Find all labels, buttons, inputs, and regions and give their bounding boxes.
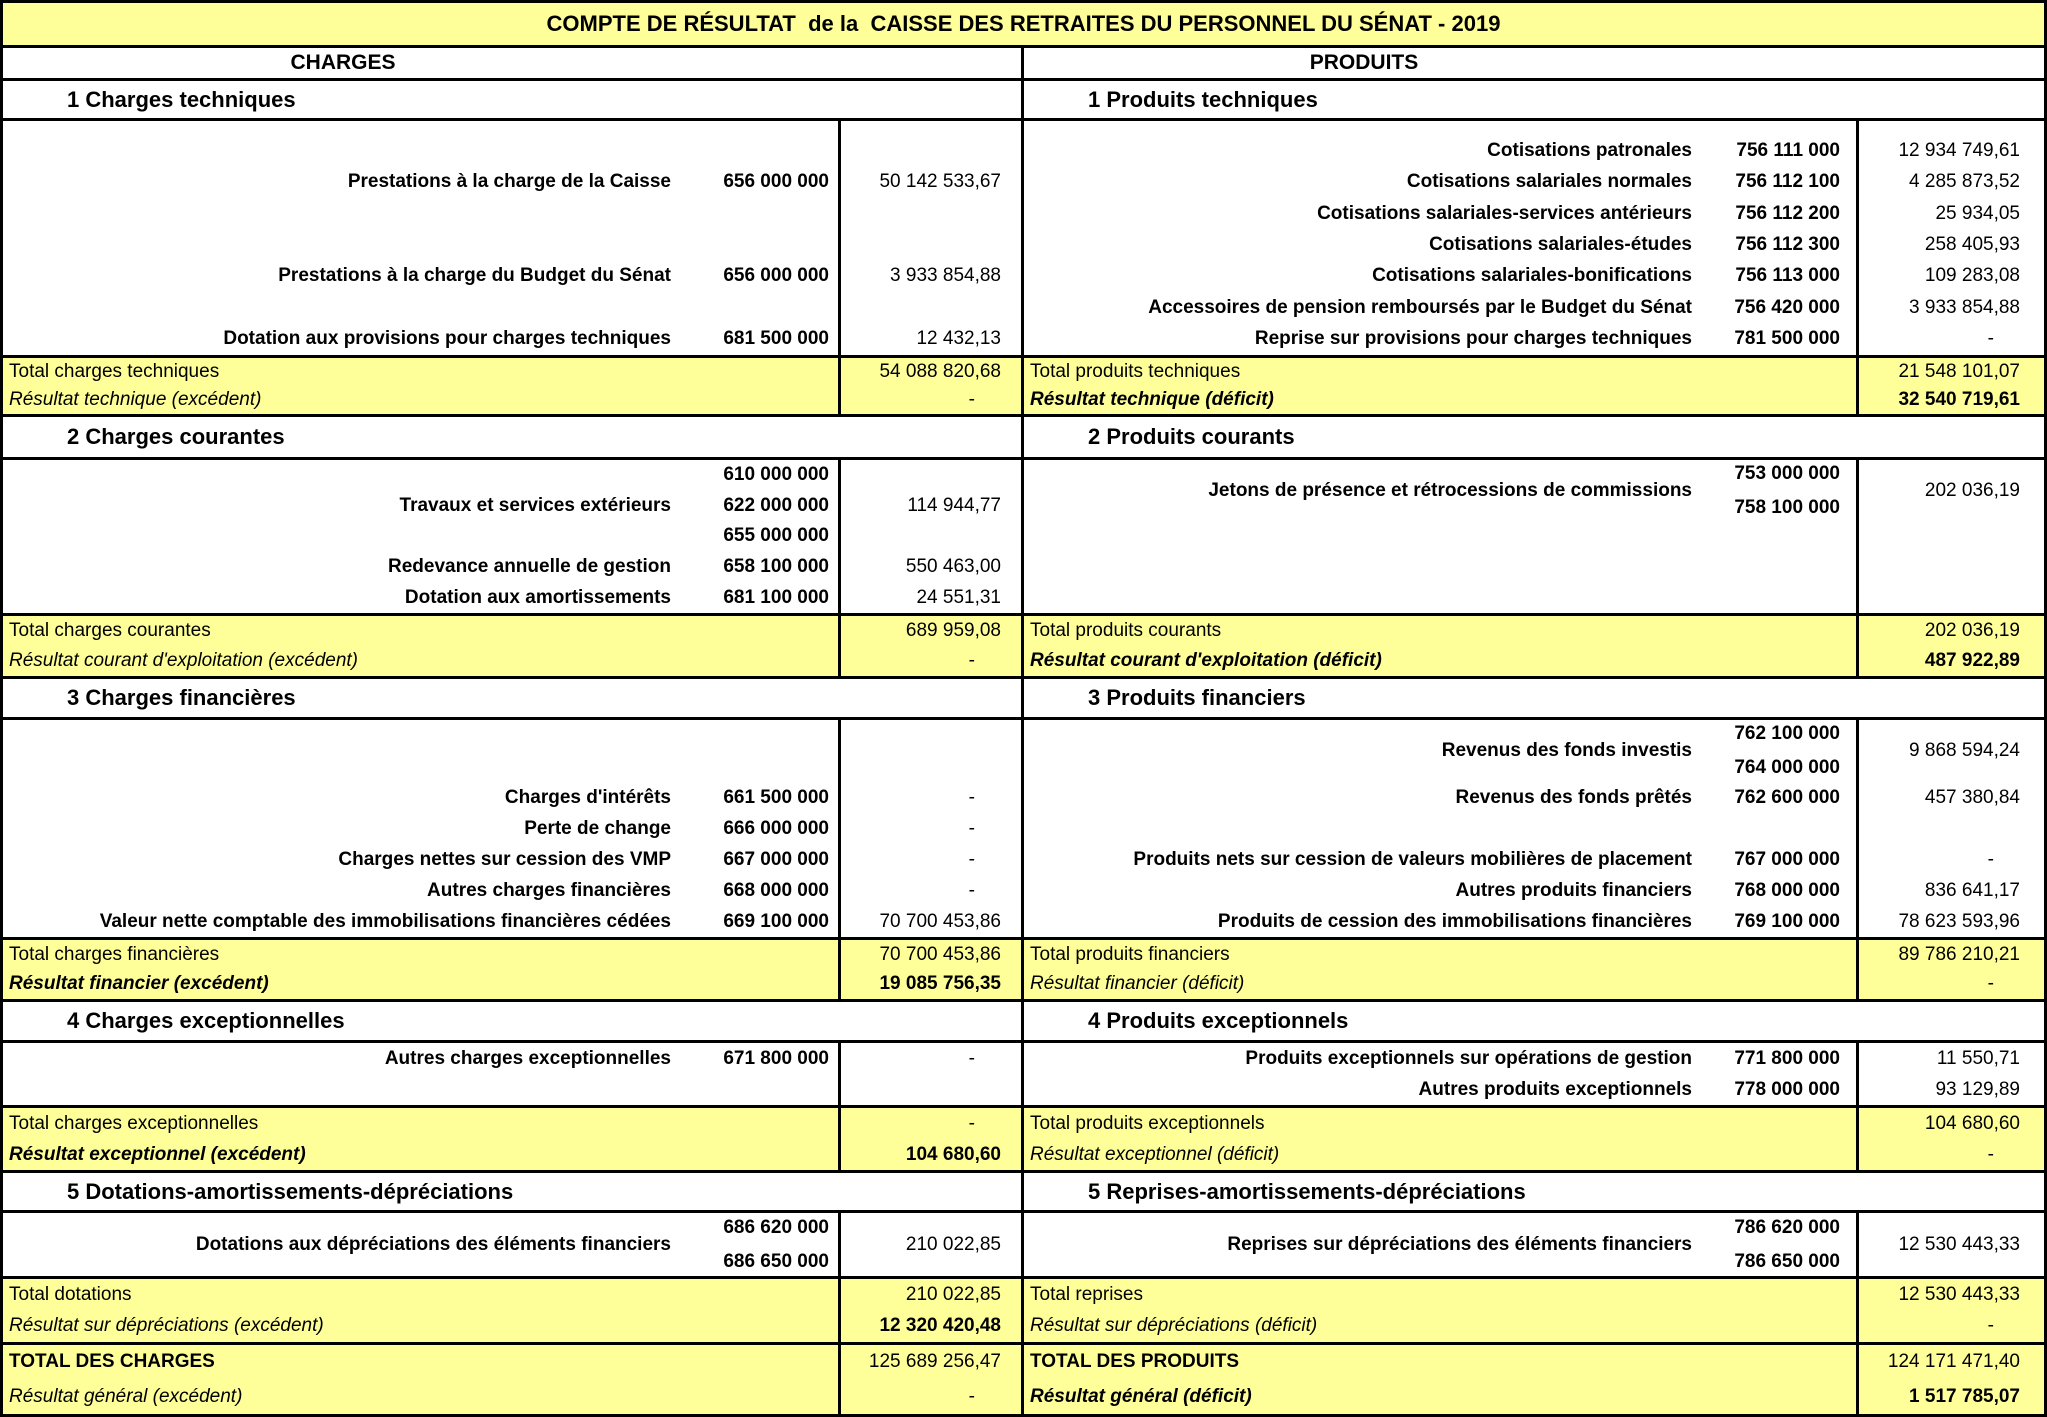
table-row <box>3 720 1021 751</box>
account-code: 610 000 000 <box>723 464 829 486</box>
amount: - <box>968 650 975 671</box>
section-5-charges-header: 5 Dotations-amortissements-dépréciations <box>3 1173 1021 1213</box>
row-label: Cotisations salariales-services antérieurs <box>1317 202 1692 224</box>
table-row <box>3 261 1021 292</box>
table-row <box>1024 135 2044 166</box>
row-label: Cotisations salariales normales <box>1406 171 1692 193</box>
table-row <box>3 292 1021 323</box>
amount: 210 022,85 <box>905 1283 1001 1305</box>
table-row <box>3 198 1021 229</box>
total-row: Total produits courants 202 036,19 <box>1024 616 2044 646</box>
section-4-charges-header: 4 Charges exceptionnelles <box>3 1002 1021 1043</box>
charges-column <box>3 48 1021 1414</box>
section-3-charges-totals <box>3 940 1021 1002</box>
amount: 25 934,05 <box>1935 202 2020 224</box>
charges-caption: CHARGES <box>290 51 396 74</box>
result-row: Résultat exceptionnel (excédent) 104 680,60 <box>3 1139 1021 1170</box>
amount: 1 517 785,07 <box>1909 1385 2020 1407</box>
amount: 70 700 453,86 <box>879 910 1001 932</box>
result-row: Résultat exceptionnel (déficit) - <box>1024 1139 2044 1170</box>
total-row: Total produits financiers 89 786 210,21 <box>1024 940 2044 970</box>
amount: 50 142 533,67 <box>879 171 1001 193</box>
table-row <box>3 813 1021 844</box>
grand-total-produits <box>1024 1345 2044 1414</box>
amount: - <box>1987 848 1994 870</box>
result-row: Résultat courant d'exploitation (excédent) - <box>3 646 1021 676</box>
section-2-charges-totals <box>3 616 1021 679</box>
account-code: 655 000 000 <box>723 525 829 547</box>
table-row <box>3 1074 1021 1105</box>
account-code: 681 100 000 <box>723 586 829 608</box>
amount: 19 085 756,35 <box>879 973 1001 995</box>
amount: - <box>1987 328 1994 350</box>
total-row: Total charges financières 70 700 453,86 <box>3 940 1021 970</box>
row-label: Revenus des fonds investis <box>1441 740 1692 761</box>
table-row <box>3 582 1021 613</box>
amount: 78 623 593,96 <box>1898 910 2020 932</box>
account-code: 671 800 000 <box>723 1047 829 1069</box>
section-2-produits-detail <box>1024 460 2044 616</box>
amount: 202 036,19 <box>1924 620 2020 641</box>
account-codes: 762 100 000 764 000 000 <box>1734 723 1840 778</box>
table-row <box>3 521 1021 552</box>
amount: - <box>968 389 975 410</box>
account-code: 756 111 000 <box>1736 139 1840 161</box>
amount: 9 868 594,24 <box>1909 740 2020 761</box>
amount: - <box>1987 1143 1994 1165</box>
amount: 4 285 873,52 <box>1909 171 2020 193</box>
table-row-double <box>3 1213 1021 1276</box>
section-4-produits-totals <box>1024 1108 2044 1173</box>
table-row <box>1024 1043 2044 1074</box>
account-code: 656 000 000 <box>723 265 829 287</box>
table-row <box>3 1043 1021 1074</box>
amount: - <box>968 1047 975 1069</box>
account-code: 656 000 000 <box>723 171 829 193</box>
row-label: Produits de cession des immobilisations financières <box>1217 910 1692 932</box>
row-label: Redevance annuelle de gestion <box>388 556 671 578</box>
amount: 114 944,77 <box>907 494 1001 516</box>
section-1-produits-totals <box>1024 358 2044 417</box>
amount: 836 641,17 <box>1924 879 2020 901</box>
table-row-double <box>1024 1213 2044 1276</box>
row-label: Produits nets sur cession de valeurs mobilières de placement <box>1133 848 1692 870</box>
section-4-charges-detail <box>3 1043 1021 1108</box>
result-row: Résultat sur dépréciations (excédent) 12 320 420,48 <box>3 1311 1021 1343</box>
amount: 21 548 101,07 <box>1898 361 2020 382</box>
section-1-charges-header: 1 Charges techniques <box>3 81 1021 121</box>
account-codes: 786 620 000 786 650 000 <box>1734 1216 1840 1272</box>
account-code: 658 100 000 <box>723 556 829 578</box>
section-2-produits-header: 2 Produits courants <box>1024 417 2044 460</box>
table-row <box>1024 261 2044 292</box>
row-label: Autres produits financiers <box>1455 879 1692 901</box>
amount: 104 680,60 <box>905 1143 1001 1165</box>
total-row: Total produits techniques 21 548 101,07 <box>1024 358 2044 386</box>
row-label: Reprise sur provisions pour charges techniques <box>1254 328 1692 350</box>
section-1-charges-totals <box>3 358 1021 417</box>
account-codes: 753 000 000 758 100 000 <box>1734 462 1840 518</box>
result-row: Résultat courant d'exploitation (déficit) 487 922,89 <box>1024 646 2044 676</box>
amount: - <box>1987 1315 1994 1337</box>
amount: 89 786 210,21 <box>1898 943 2020 965</box>
account-code: 756 112 300 <box>1735 233 1840 255</box>
account-code: 781 500 000 <box>1734 328 1840 350</box>
table-row <box>1024 166 2044 197</box>
row-label: Accessoires de pension remboursés par le Budget du Sénat <box>1148 296 1692 318</box>
amount: 54 088 820,68 <box>879 361 1001 382</box>
amount: 12 934 749,61 <box>1898 139 2020 161</box>
section-5-charges-totals <box>3 1279 1021 1345</box>
grand-total-row: TOTAL DES CHARGES 125 689 256,47 <box>3 1345 1021 1380</box>
amount: 3 933 854,88 <box>1909 296 2020 318</box>
row-label: Cotisations patronales <box>1487 139 1692 161</box>
amount: - <box>968 879 975 901</box>
result-row: Résultat sur dépréciations (déficit) - <box>1024 1311 2044 1343</box>
amount: - <box>968 1112 975 1134</box>
amount: 32 540 719,61 <box>1898 389 2020 410</box>
row-label: Dotation aux amortissements <box>404 586 671 608</box>
amount: 12 530 443,33 <box>1898 1233 2020 1255</box>
table-row <box>3 906 1021 937</box>
result-row: Résultat financier (excédent) 19 085 756,35 <box>3 970 1021 1000</box>
amount: 24 551,31 <box>916 586 1001 608</box>
table-row <box>1024 582 2044 613</box>
amount: 457 380,84 <box>1924 786 2020 808</box>
amount: 487 922,89 <box>1924 650 2020 671</box>
section-5-produits-header: 5 Reprises-amortissements-dépréciations <box>1024 1173 2044 1213</box>
amount: 12 320 420,48 <box>879 1315 1001 1337</box>
section-2-charges-header: 2 Charges courantes <box>3 417 1021 460</box>
row-label: Valeur nette comptable des immobilisations financières cédées <box>99 910 671 932</box>
amount: 550 463,00 <box>905 556 1001 578</box>
table-row <box>1024 875 2044 906</box>
table-row <box>3 552 1021 583</box>
table-row <box>1024 782 2044 813</box>
table-row <box>1024 324 2044 355</box>
amount: 93 129,89 <box>1935 1078 2020 1100</box>
account-code: 756 113 000 <box>1735 265 1840 287</box>
total-row: Total charges courantes 689 959,08 <box>3 616 1021 646</box>
section-1-charges-detail <box>3 121 1021 358</box>
table-row <box>3 324 1021 355</box>
grand-result-row: Résultat général (déficit) 1 517 785,07 <box>1024 1380 2044 1415</box>
row-label: Travaux et services extérieurs <box>399 494 671 516</box>
account-code: 756 112 100 <box>1735 171 1840 193</box>
row-label: Autres charges exceptionnelles <box>384 1047 671 1069</box>
account-code: 661 500 000 <box>723 786 829 808</box>
row-label: Produits exceptionnels sur opérations de gestion <box>1245 1047 1692 1069</box>
amount: 124 171 471,40 <box>1887 1351 2020 1373</box>
amount: 12 530 443,33 <box>1898 1283 2020 1305</box>
section-5-charges-detail <box>3 1213 1021 1279</box>
account-codes: 686 620 000 686 650 000 <box>723 1216 829 1272</box>
table-row <box>3 751 1021 782</box>
row-label: Autres charges financières <box>427 879 671 901</box>
section-2-produits-totals <box>1024 616 2044 679</box>
section-3-produits-detail <box>1024 720 2044 940</box>
account-code: 667 000 000 <box>723 848 829 870</box>
row-label: Jetons de présence et rétrocessions de commissions <box>1208 479 1692 501</box>
section-5-produits-totals <box>1024 1279 2044 1345</box>
amount: 109 283,08 <box>1924 265 2020 287</box>
table-row <box>3 166 1021 197</box>
table-row <box>3 844 1021 875</box>
total-row: Total reprises 12 530 443,33 <box>1024 1279 2044 1311</box>
total-row: Total produits exceptionnels 104 680,60 <box>1024 1108 2044 1139</box>
two-column-body <box>3 48 2044 1414</box>
amount: 70 700 453,86 <box>879 943 1001 965</box>
row-label: Autres produits exceptionnels <box>1418 1078 1692 1100</box>
account-code: 778 000 000 <box>1734 1078 1840 1100</box>
grand-total-row: TOTAL DES PRODUITS 124 171 471,40 <box>1024 1345 2044 1380</box>
table-row <box>1024 292 2044 323</box>
charges-column-header <box>3 48 1021 81</box>
row-label: Revenus des fonds prêtés <box>1455 786 1692 808</box>
result-row: Résultat technique (déficit) 32 540 719,61 <box>1024 386 2044 414</box>
amount: - <box>968 786 975 808</box>
account-code: 762 600 000 <box>1734 786 1840 808</box>
amount: 12 432,13 <box>916 328 1001 350</box>
table-row <box>3 875 1021 906</box>
grand-total-charges <box>3 1345 1021 1414</box>
section-3-charges-detail <box>3 720 1021 940</box>
amount: 125 689 256,47 <box>868 1351 1001 1373</box>
result-row: Résultat technique (excédent) - <box>3 386 1021 414</box>
amount: - <box>968 1385 975 1407</box>
section-3-produits-totals <box>1024 940 2044 1002</box>
account-code: 756 112 200 <box>1735 202 1840 224</box>
table-row <box>1024 521 2044 552</box>
section-1-produits-detail <box>1024 121 2044 358</box>
table-row-double <box>1024 460 2044 521</box>
section-4-charges-totals <box>3 1108 1021 1173</box>
table-row <box>1024 229 2044 260</box>
grand-result-row: Résultat général (excédent) - <box>3 1380 1021 1415</box>
section-1-produits-header: 1 Produits techniques <box>1024 81 2044 121</box>
table-row <box>3 782 1021 813</box>
section-2-charges-detail <box>3 460 1021 616</box>
table-row <box>1024 813 2044 844</box>
total-row: Total dotations 210 022,85 <box>3 1279 1021 1311</box>
amount: - <box>968 817 975 839</box>
table-row <box>1024 906 2044 937</box>
total-row: Total charges exceptionnelles - <box>3 1108 1021 1139</box>
amount: 11 550,71 <box>1936 1047 2020 1069</box>
account-code: 668 000 000 <box>723 879 829 901</box>
section-4-produits-header: 4 Produits exceptionnels <box>1024 1002 2044 1043</box>
amount: 210 022,85 <box>905 1233 1001 1255</box>
row-label: Dotations aux dépréciations des éléments financiers <box>195 1233 671 1255</box>
table-row <box>1024 198 2044 229</box>
section-3-produits-header: 3 Produits financiers <box>1024 679 2044 720</box>
amount: 104 680,60 <box>1924 1112 2020 1134</box>
row-label: Perte de change <box>524 817 671 839</box>
section-4-produits-detail <box>1024 1043 2044 1108</box>
table-row <box>3 460 1021 491</box>
table-row <box>3 135 1021 166</box>
row-label: Prestations à la charge de la Caisse <box>347 171 671 193</box>
account-code: 771 800 000 <box>1734 1047 1840 1069</box>
amount: 258 405,93 <box>1924 233 2020 255</box>
amount: 202 036,19 <box>1924 479 2020 501</box>
table-row <box>3 229 1021 260</box>
row-label: Dotation aux provisions pour charges techniques <box>223 328 671 350</box>
produits-column-header <box>1024 48 2044 81</box>
row-label: Prestations à la charge du Budget du Sénat <box>278 265 671 287</box>
account-code: 767 000 000 <box>1734 848 1840 870</box>
row-label: Cotisations salariales-bonifications <box>1372 265 1692 287</box>
produits-column <box>1021 48 2044 1414</box>
table-row <box>3 491 1021 522</box>
row-label: Cotisations salariales-études <box>1429 233 1692 255</box>
page-title: COMPTE DE RÉSULTAT de la CAISSE DES RETRAITES DU PERSONNEL DU SÉNAT - 2019 <box>3 3 2044 48</box>
amount: 689 959,08 <box>905 620 1001 641</box>
table-row <box>1024 552 2044 583</box>
account-code: 666 000 000 <box>723 817 829 839</box>
account-code: 769 100 000 <box>1734 910 1840 932</box>
table-row-double <box>1024 720 2044 782</box>
section-3-charges-header: 3 Charges financières <box>3 679 1021 720</box>
produits-caption: PRODUITS <box>1309 51 1419 74</box>
total-row: Total charges techniques 54 088 820,68 <box>3 358 1021 386</box>
amount: - <box>1987 973 1994 995</box>
account-code: 681 500 000 <box>723 328 829 350</box>
row-label: Charges nettes sur cession des VMP <box>338 848 671 870</box>
account-code: 756 420 000 <box>1734 296 1840 318</box>
result-row: Résultat financier (déficit) - <box>1024 970 2044 1000</box>
table-row <box>1024 1074 2044 1105</box>
account-code: 768 000 000 <box>1734 879 1840 901</box>
amount: 3 933 854,88 <box>890 265 1001 287</box>
table-row <box>1024 844 2044 875</box>
row-label: Charges d'intérêts <box>504 786 671 808</box>
account-code: 622 000 000 <box>723 494 829 516</box>
section-5-produits-detail <box>1024 1213 2044 1279</box>
row-label: Reprises sur dépréciations des éléments financiers <box>1227 1233 1692 1255</box>
amount: - <box>968 848 975 870</box>
account-code: 669 100 000 <box>723 910 829 932</box>
